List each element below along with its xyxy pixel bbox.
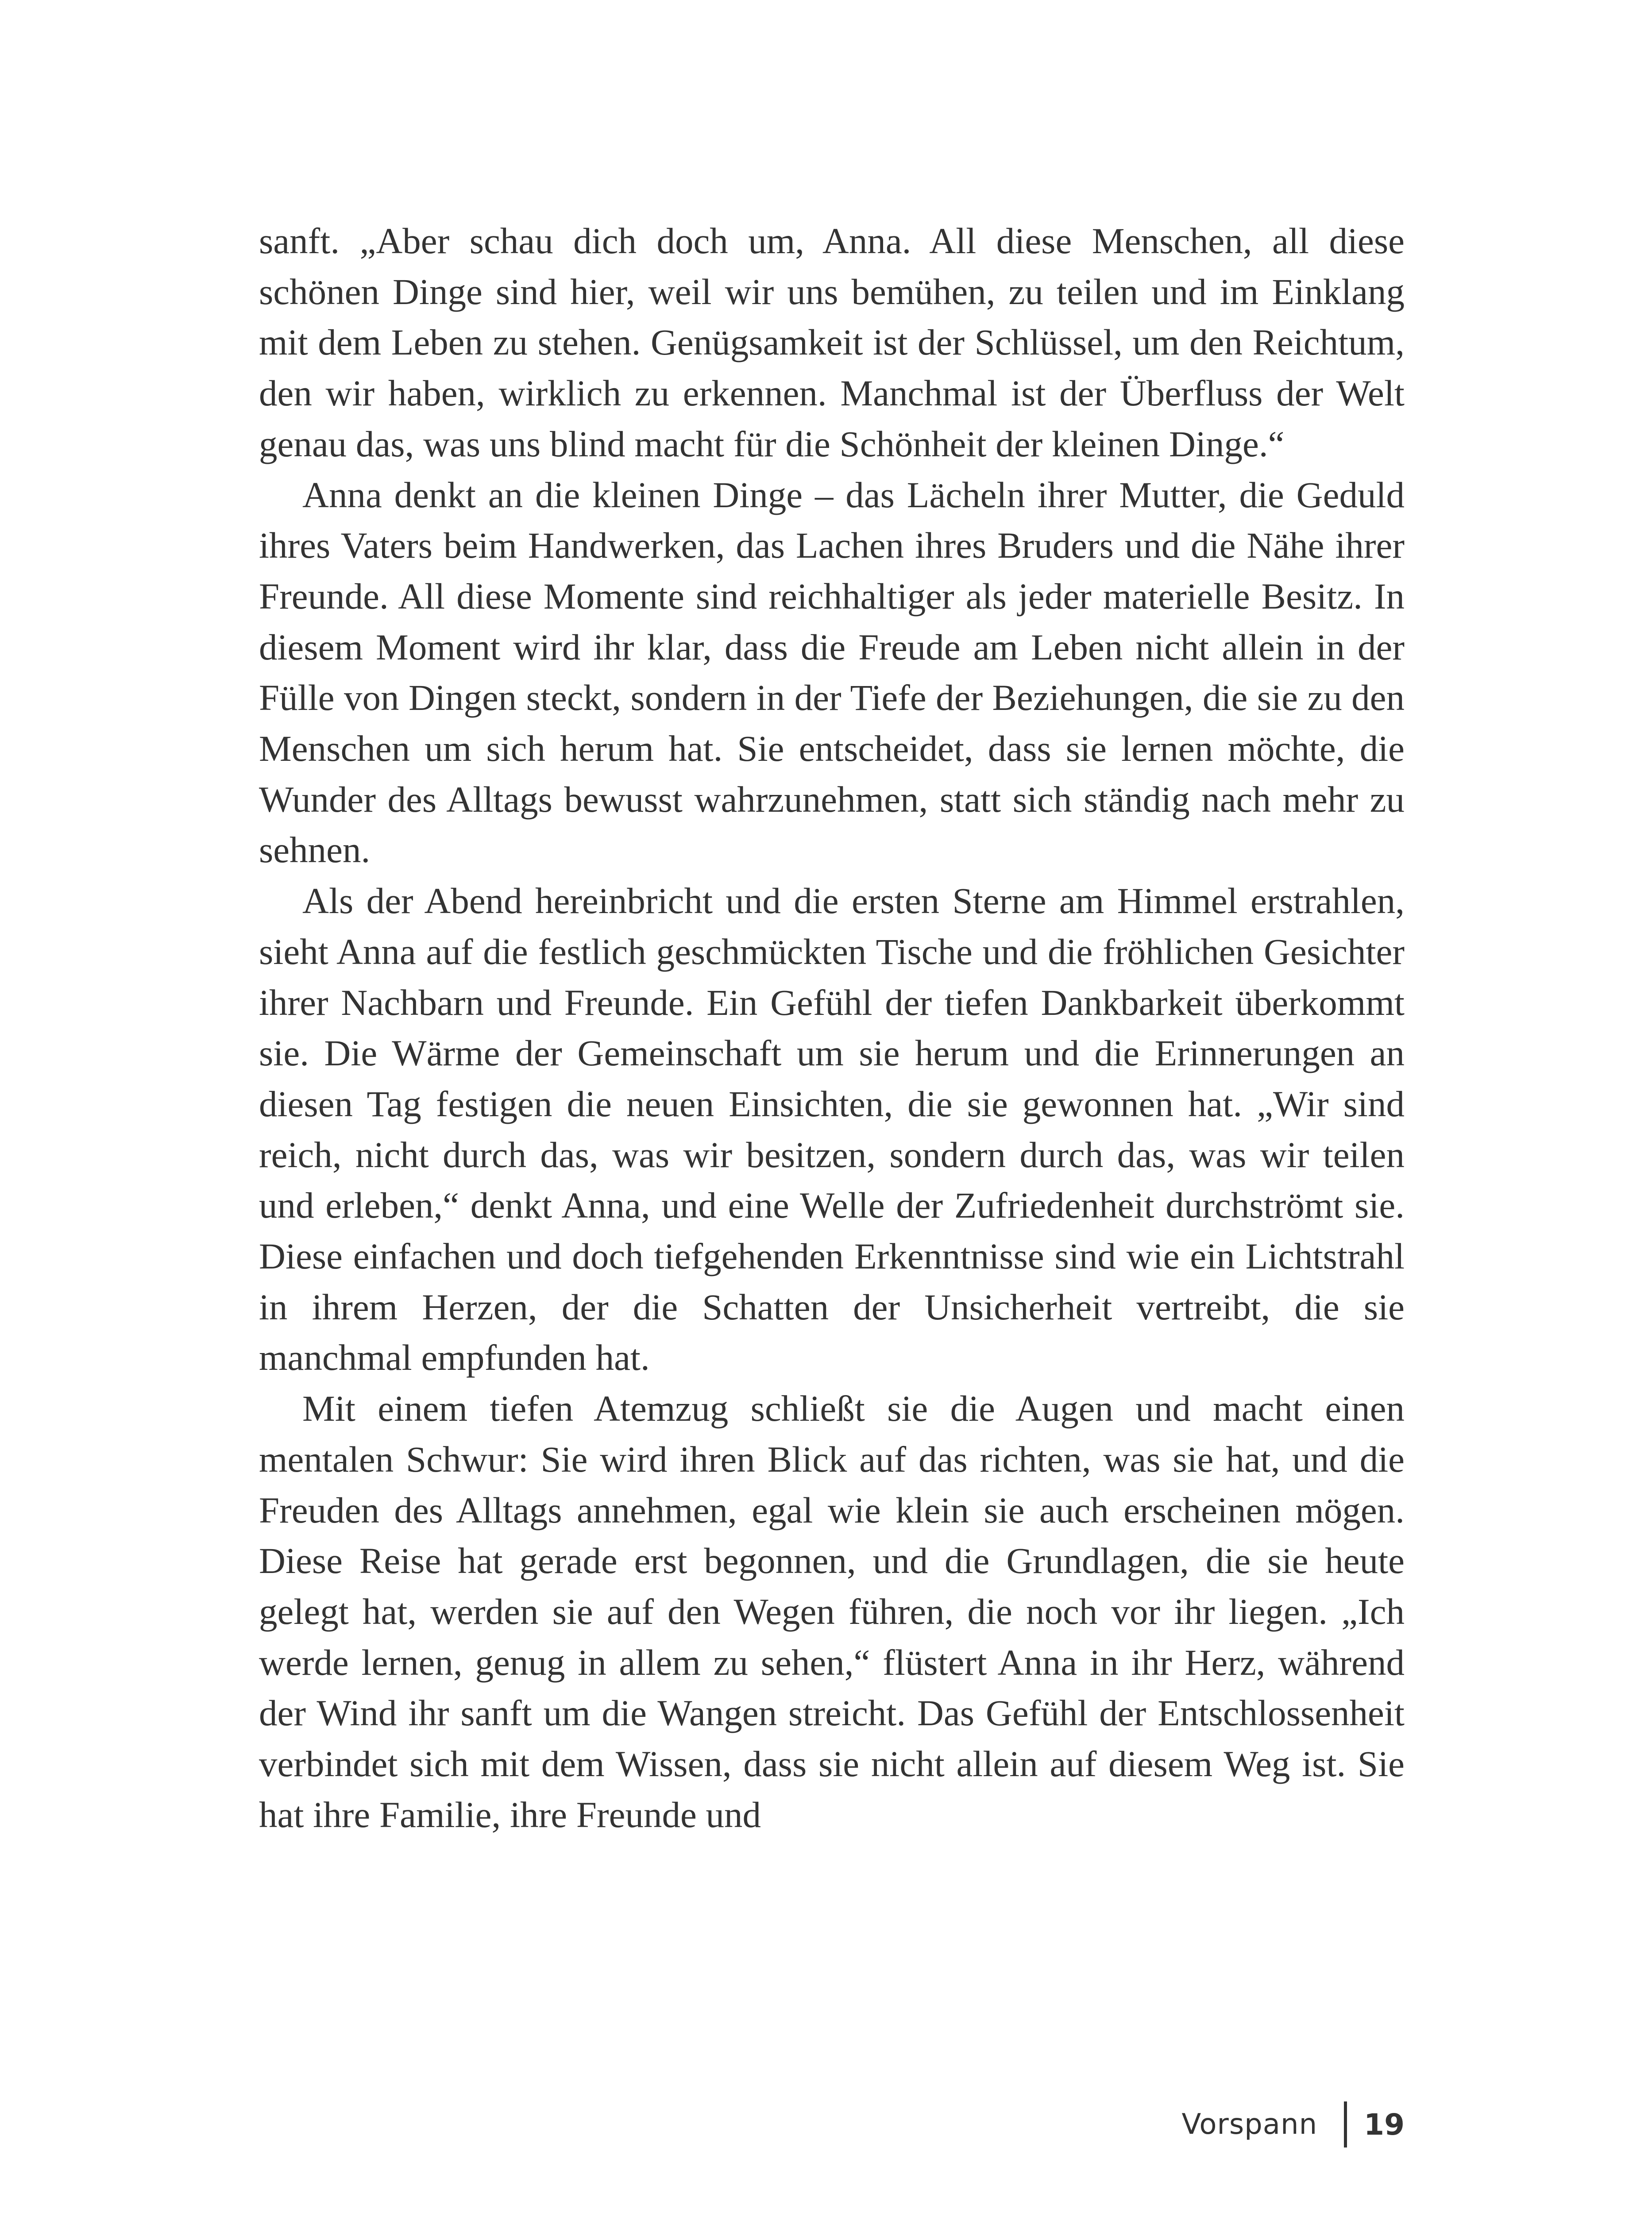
section-title: Vorspann: [1181, 2108, 1318, 2141]
body-text: [259, 216, 1405, 1840]
paragraph-4: Mit einem tiefen Atemzug schließt sie die Augen und macht einen mentalen Schwur: Sie wird ihren Blick auf das richten, was sie hat, und die Freuden des Alltags annehmen, egal wie klein sie auch erscheinen mögen. Diese Reise hat gerade erst begonnen, und die Grundlagen, die sie heute gelegt hat, werden sie auf den Wegen führen, die noch vor ihr liegen. „Ich werde lernen, genug in allem zu sehen,“ flüstert Anna in ihr Herz, während der Wind ihr sanft um die Wangen streicht. Das Gefühl der Entschlossenheit verbindet sich mit dem Wissen, dass sie nicht allein auf diesem Weg ist. Sie hat ihre Familie, ihre Freunde und: [259, 1388, 1405, 1835]
paragraph-3: Als der Abend hereinbricht und die ersten Sterne am Himmel erstrahlen, sieht Anna auf die festlich geschmückten Tische und die fröhlichen Gesichter ihrer Nachbarn und Freunde. Ein Gefühl der tiefen Dankbarkeit überkommt sie. Die Wärme der Gemeinschaft um sie herum und die Erinnerungen an diesen Tag festigen die neuen Einsichten, die sie gewonnen hat. „Wir sind reich, nicht durch das, was wir besitzen, sondern durch das, was wir teilen und erleben,“ denkt Anna, und eine Welle der Zufriedenheit durchströmt sie. Diese einfachen und doch tiefgehenden Erkenntnisse sind wie ein Lichtstrahl in ihrem Herzen, der die Schatten der Unsicherheit vertreibt, die sie manchmal empfunden hat.: [259, 880, 1405, 1378]
page-footer: [1182, 2100, 1405, 2149]
footer-divider: [1344, 2101, 1347, 2147]
paragraph-2: Anna denkt an die kleinen Dinge – das Lächeln ihrer Mutter, die Geduld ihres Vaters beim Handwerken, das Lachen ihres Bruders und die Nähe ihrer Freunde. All diese Momente sind reichhaltiger als jeder materielle Besitz. In diesem Moment wird ihr klar, dass die Freude am Leben nicht allein in der Fülle von Dingen steckt, sondern in der Tiefe der Beziehungen, die sie zu den Menschen um sich herum hat. Sie entscheidet, dass sie lernen möchte, die Wunder des Alltags bewusst wahrzunehmen, statt sich ständig nach mehr zu sehnen.: [259, 474, 1405, 871]
page-number: 19: [1364, 2107, 1405, 2142]
paragraph-1: sanft. „Aber schau dich doch um, Anna. All diese Menschen, all diese schönen Dinge sind hier, weil wir uns bemühen, zu teilen und im Einklang mit dem Leben zu stehen. Genügsamkeit ist der Schlüssel, um den Reichtum, den wir haben, wirklich zu erkennen. Manchmal ist der Überfluss der Welt genau das, was uns blind macht für die Schönheit der kleinen Dinge.“: [259, 220, 1405, 464]
